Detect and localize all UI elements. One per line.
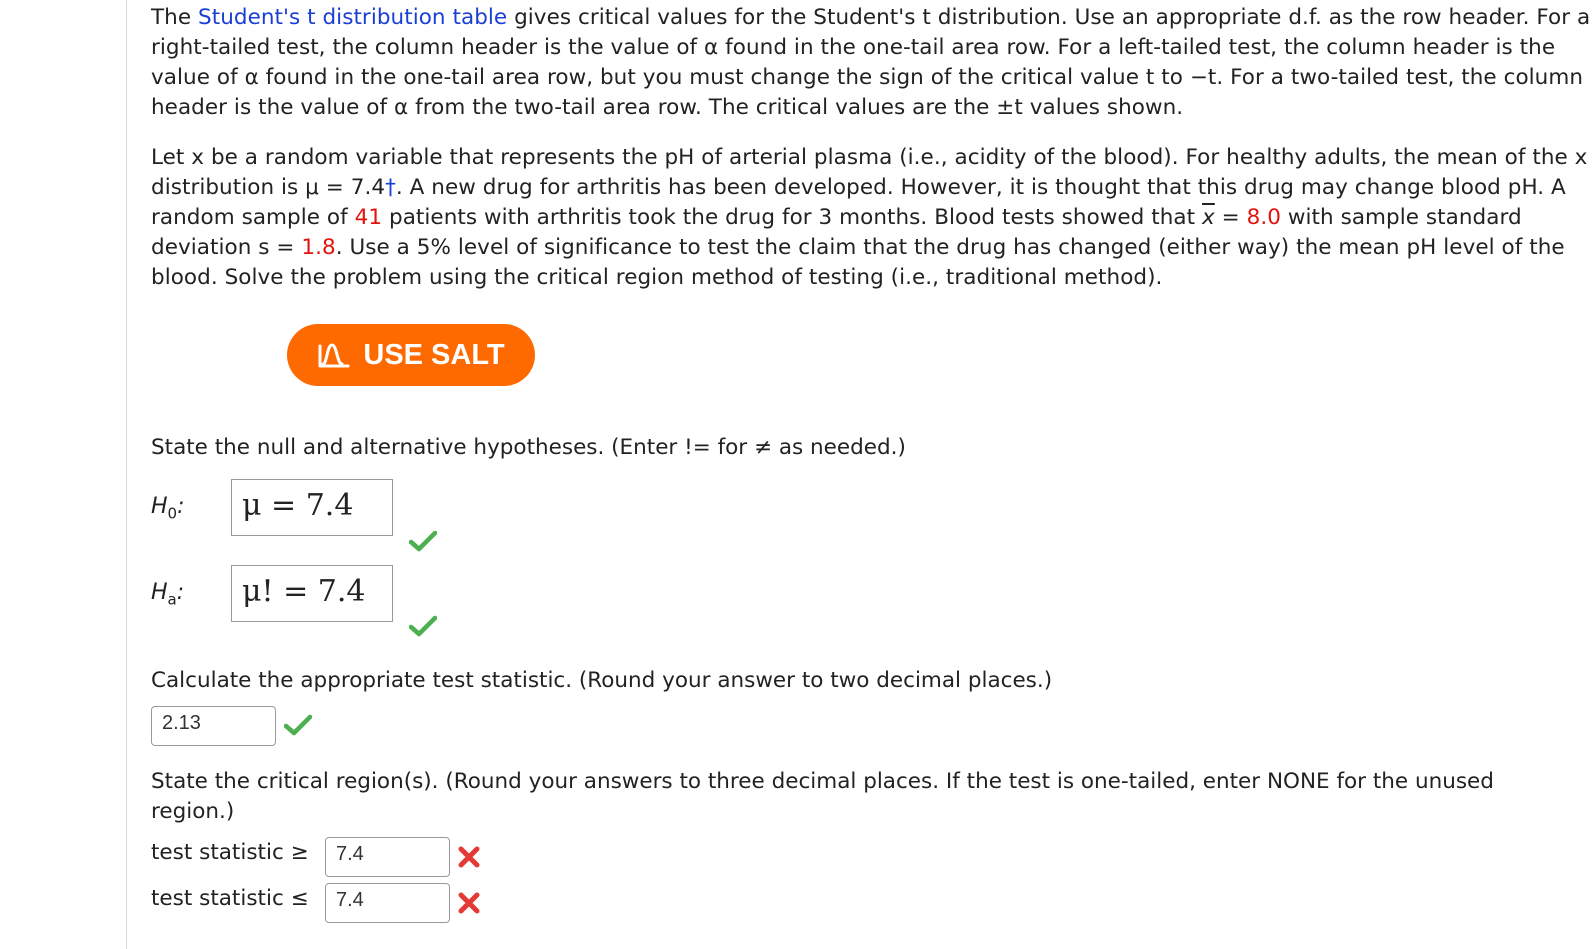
- upper-critical-input[interactable]: 7.4: [325, 837, 450, 877]
- test-statistic-check-icon: [284, 714, 312, 736]
- ha-input[interactable]: μ! = 7.4: [231, 565, 393, 622]
- t-table-link[interactable]: Student's t distribution table: [198, 5, 508, 30]
- footnote-dagger[interactable]: †: [385, 175, 396, 200]
- test-statistic-prompt: Calculate the appropriate test statistic. (Round your answer to two decimal places.): [151, 668, 1053, 693]
- h0-input[interactable]: μ = 7.4: [231, 479, 393, 536]
- use-salt-label: USE SALT: [363, 338, 505, 371]
- lower-incorrect-x-icon: [457, 891, 481, 915]
- test-statistic-input[interactable]: 2.13: [151, 706, 276, 746]
- sample-sd: 1.8: [301, 235, 336, 260]
- sample-mean: 8.0: [1246, 205, 1281, 230]
- h0-correct-check-icon: [409, 530, 437, 552]
- use-salt-button[interactable]: [287, 324, 535, 386]
- intro-paragraph: The Student's t distribution table gives critical values for the Student's t distribution. Use an appropriate d.f. as the row header. For a right-tailed test, the column header is the value of α found in the one-tail area row. For a left-tailed test, the column header is the value of α found in the one-tail area row, but you must change the sign of the critical value t to −t. For a two-tailed test, the column header is the value of α from the two-tail area row. The critical values are the ±t values shown.: [151, 5, 1591, 120]
- hypotheses-prompt: State the null and alternative hypotheses. (Enter != for ≠ as needed.): [151, 435, 906, 460]
- problem-paragraph: Let x be a random variable that represents the pH of arterial plasma (i.e., acidity of the blood). For healthy adults, the mean of the x distribution is μ = 7.4†. A new drug for arthritis has been developed. However, it is thought that this drug may change blood pH. A random sample of 41 patients with arthritis took the drug for 3 months. Blood tests showed that $\overline{x} = 8.0$ with sample standard deviation s = 1.8. Use a 5% level of significance to test the claim that the drug has changed (either way) the mean pH level of the blood. Solve the problem using the critical region method of testing (i.e., traditional method).: [151, 145, 1588, 290]
- critical-region-prompt: State the critical region(s). (Round your answers to three decimal places. If the test is one-tailed, enter NONE for the unused region.): [151, 769, 1494, 824]
- upper-incorrect-x-icon: [457, 845, 481, 869]
- ha-label: $H_a$:: [151, 580, 185, 609]
- salt-icon: [317, 340, 351, 370]
- lower-region-label: test statistic ≤: [151, 886, 309, 911]
- ha-correct-check-icon: [409, 615, 437, 637]
- sample-size: 41: [354, 205, 383, 230]
- left-divider: [126, 0, 127, 949]
- h0-label: $H_0$:: [151, 494, 185, 523]
- upper-region-label: test statistic ≥: [151, 840, 309, 865]
- xbar-symbol: $\overline{x}$: [1202, 205, 1215, 230]
- lower-critical-input[interactable]: 7.4: [325, 883, 450, 923]
